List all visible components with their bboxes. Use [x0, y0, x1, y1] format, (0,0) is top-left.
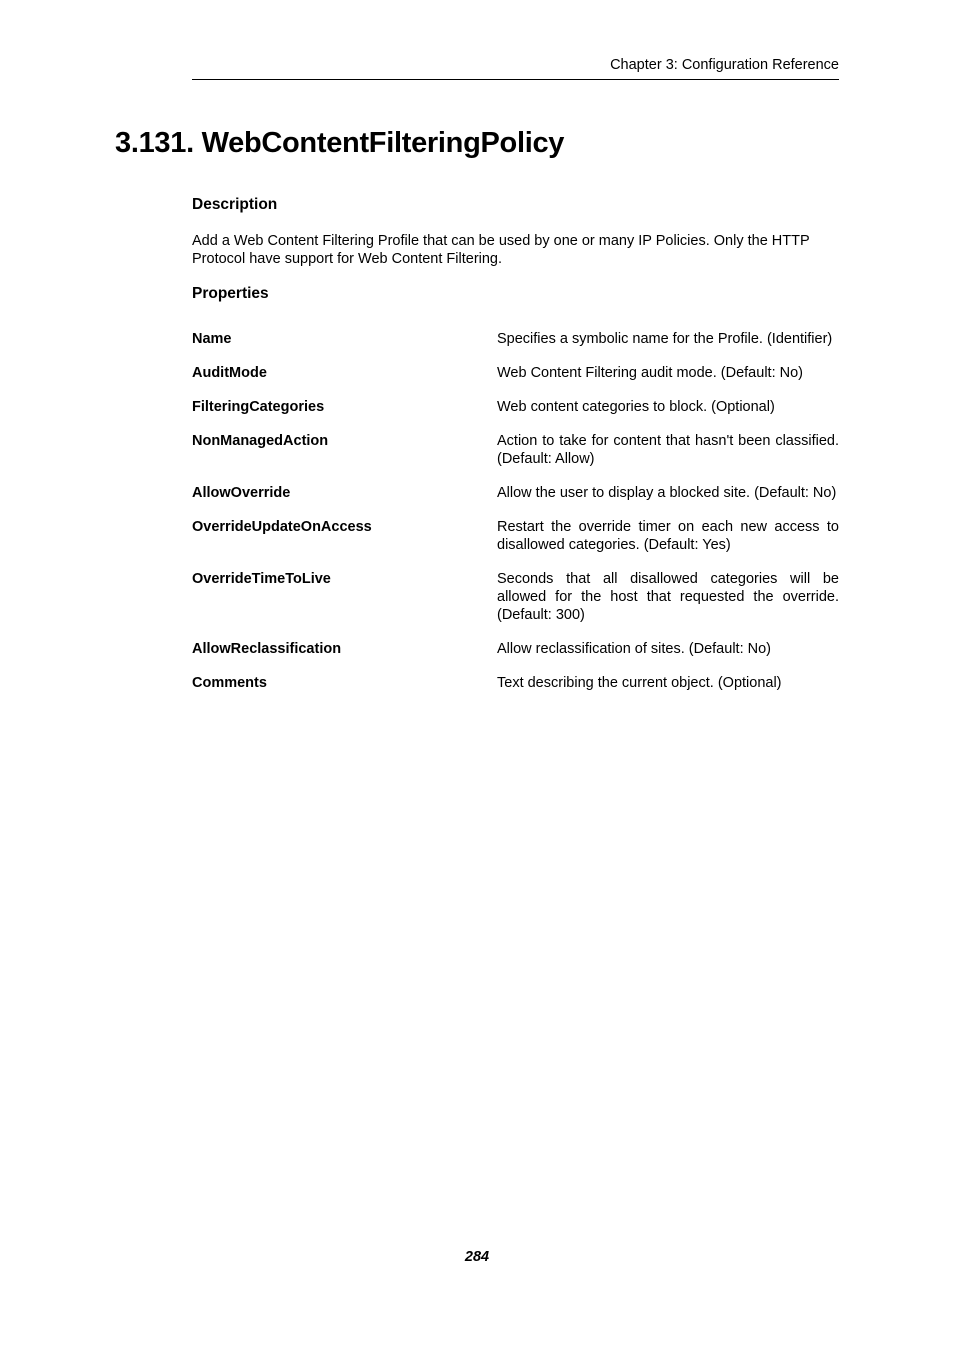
property-description: Web content categories to block. (Optional): [497, 399, 775, 415]
table-row: [192, 484, 839, 518]
table-row: [192, 432, 839, 484]
property-description: Allow the user to display a blocked site. (Default: No): [497, 485, 837, 501]
property-name: AuditMode: [192, 365, 267, 381]
property-description: Text describing the current object. (Optional): [497, 675, 782, 691]
table-row: [192, 570, 839, 640]
property-description: Seconds that all disallowed categories will be allowed for the host that requested the override. (Default: 300): [497, 571, 839, 623]
page-title: 3.131. WebContentFilteringPolicy: [115, 127, 565, 159]
property-name: OverrideUpdateOnAccess: [192, 519, 372, 535]
property-description: Web Content Filtering audit mode. (Default: No): [497, 365, 803, 381]
property-name: AllowOverride: [192, 485, 291, 501]
table-row: [192, 398, 839, 432]
page-number: 284: [464, 1249, 490, 1265]
property-name: AllowReclassification: [192, 641, 342, 657]
table-row: [192, 364, 839, 398]
property-name: Comments: [192, 675, 267, 691]
property-description: Action to take for content that hasn't been classified. (Default: Allow): [497, 433, 839, 467]
properties-table: [192, 330, 839, 708]
table-row: [192, 640, 839, 674]
header-divider: [192, 79, 839, 80]
table-row: [192, 518, 839, 570]
running-header: Chapter 3: Configuration Reference: [610, 57, 839, 73]
property-name: Name: [192, 331, 232, 347]
description-heading: Description: [192, 196, 278, 213]
property-description: Specifies a symbolic name for the Profile. (Identifier): [497, 331, 833, 347]
description-text: Add a Web Content Filtering Profile that can be used by one or many IP Policies. Only the HTTP Protocol have support for Web Content Filtering.: [192, 233, 810, 267]
property-name: FilteringCategories: [192, 399, 325, 415]
table-row: [192, 330, 839, 364]
property-description: Restart the override timer on each new access to disallowed categories. (Default: Yes): [497, 519, 839, 553]
property-name: NonManagedAction: [192, 433, 329, 449]
table-row: [192, 674, 839, 708]
property-description: Allow reclassification of sites. (Default: No): [497, 641, 771, 657]
properties-heading: Properties: [192, 285, 269, 302]
property-name: OverrideTimeToLive: [192, 571, 331, 587]
